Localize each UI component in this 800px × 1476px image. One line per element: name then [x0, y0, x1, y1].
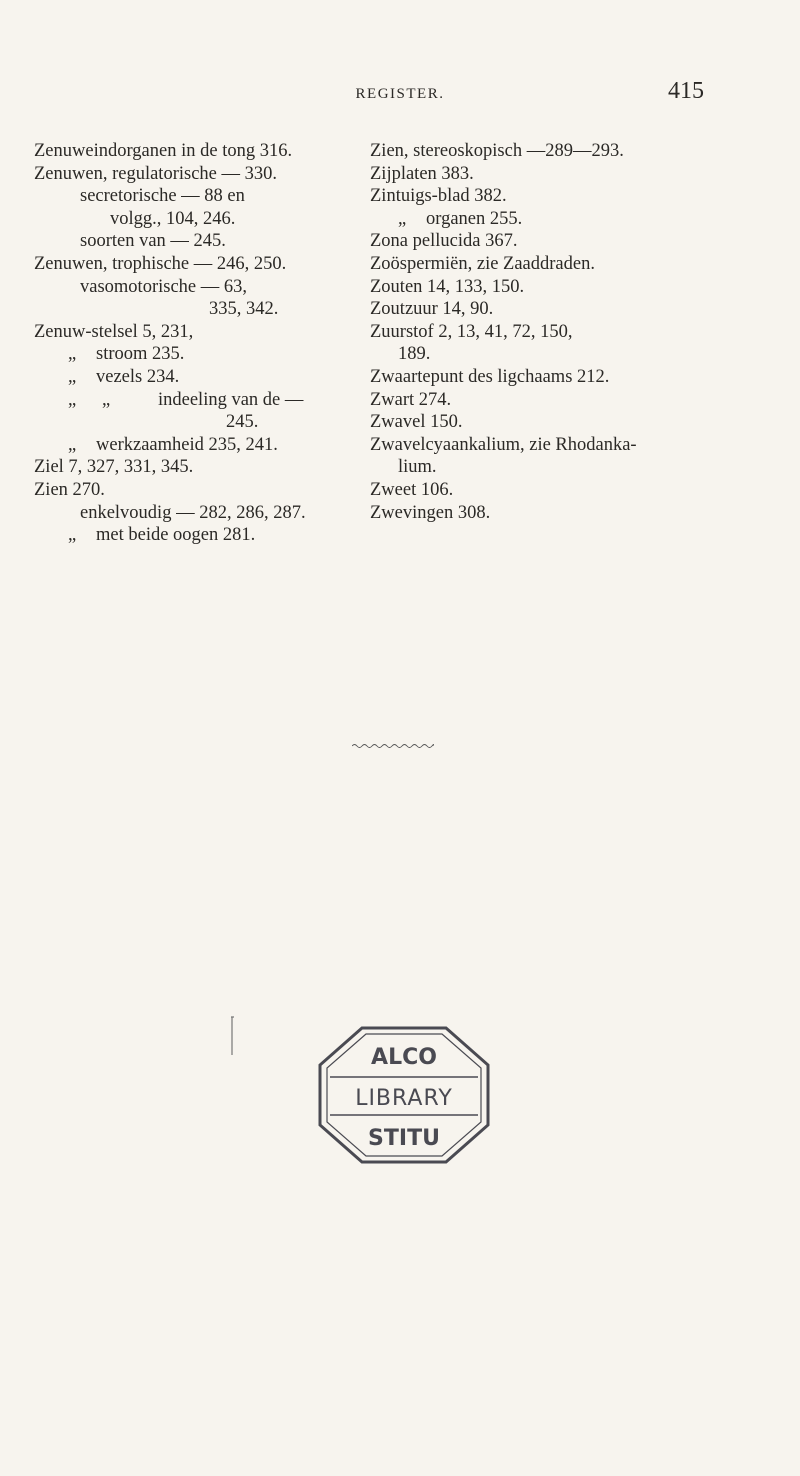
- ditto-mark: „: [68, 344, 77, 365]
- ink-mark: [228, 1015, 238, 1075]
- ditto-mark: „: [68, 434, 77, 455]
- index-entry: Zuurstof 2, 13, 41, 72, 150,: [370, 321, 573, 342]
- stamp-middle-text: LIBRARY: [355, 1086, 453, 1111]
- index-entry: Ziel 7, 327, 331, 345.: [34, 457, 194, 478]
- index-subentry: secretorische — 88 en: [80, 186, 245, 207]
- ditto-mark: „: [68, 366, 77, 387]
- decorative-wavy-rule: [352, 743, 434, 749]
- index-entry: Zijplaten 383.: [370, 163, 474, 184]
- ditto-mark: „: [68, 525, 77, 546]
- index-subentry: vasomotorische — 63,: [80, 276, 247, 297]
- index-entry: Zien 270.: [34, 479, 105, 500]
- ditto-mark: „: [102, 389, 111, 410]
- index-entry: Zenuwen, trophische — 246, 250.: [34, 253, 287, 274]
- index-subentry: enkelvoudig — 282, 286, 287.: [80, 502, 306, 523]
- index-subentry: „ werkzaamheid 235, 241.: [34, 434, 379, 457]
- index-column-left: [34, 140, 379, 547]
- index-continuation: 189.: [398, 344, 431, 365]
- index-subentry: „ stroom 235.: [34, 343, 379, 366]
- index-entry: Zwavel 150.: [370, 412, 463, 433]
- index-entry: Zwart 274.: [370, 389, 452, 410]
- index-entry: Zenuw-stelsel 5, 231,: [34, 321, 194, 342]
- running-header: REGISTER.: [355, 86, 445, 102]
- library-stamp-icon: [250, 1020, 540, 1170]
- stamp-bottom-text: STITU: [368, 1126, 440, 1151]
- index-subentry: 245.: [226, 412, 259, 433]
- index-entry: Zenuweindorganen in de tong 316.: [34, 141, 293, 161]
- index-entry: Zenuwen, regulatorische — 330.: [34, 163, 277, 184]
- index-entry: Zouten 14, 133, 150.: [370, 276, 525, 297]
- page-number: 415: [668, 78, 704, 104]
- index-entry: Zien, stereoskopisch —289—293.: [370, 141, 624, 161]
- index-subentry: volgg., 104, 246.: [110, 208, 236, 229]
- index-subentry: „ „ indeeling van de —: [34, 389, 379, 412]
- index-subentry: soorten van — 245.: [80, 231, 226, 252]
- index-entry: Zintuigs-blad 382.: [370, 186, 507, 207]
- index-subentry: „ organen 255.: [370, 208, 790, 231]
- index-subentry: „ vezels 234.: [34, 366, 379, 389]
- index-column-right: [370, 140, 790, 524]
- index-entry: Zoöspermiën, zie Zaaddraden.: [370, 253, 595, 274]
- index-continuation: lium.: [398, 457, 437, 478]
- index-entry: Zoutzuur 14, 90.: [370, 299, 494, 320]
- index-subentry: 335, 342.: [209, 299, 279, 320]
- index-subentry: „ met beide oogen 281.: [34, 524, 379, 547]
- index-entry: Zona pellucida 367.: [370, 231, 518, 252]
- index-entry: Zwevingen 308.: [370, 502, 491, 523]
- index-entry: Zweet 106.: [370, 479, 454, 500]
- stamp-top-text: ALCO: [371, 1045, 437, 1070]
- ditto-mark: „: [398, 208, 407, 229]
- index-entry: Zwavelcyaankalium, zie Rhodanka-: [370, 434, 637, 455]
- ditto-mark: „: [68, 389, 77, 410]
- index-entry: Zwaartepunt des ligchaams 212.: [370, 366, 610, 387]
